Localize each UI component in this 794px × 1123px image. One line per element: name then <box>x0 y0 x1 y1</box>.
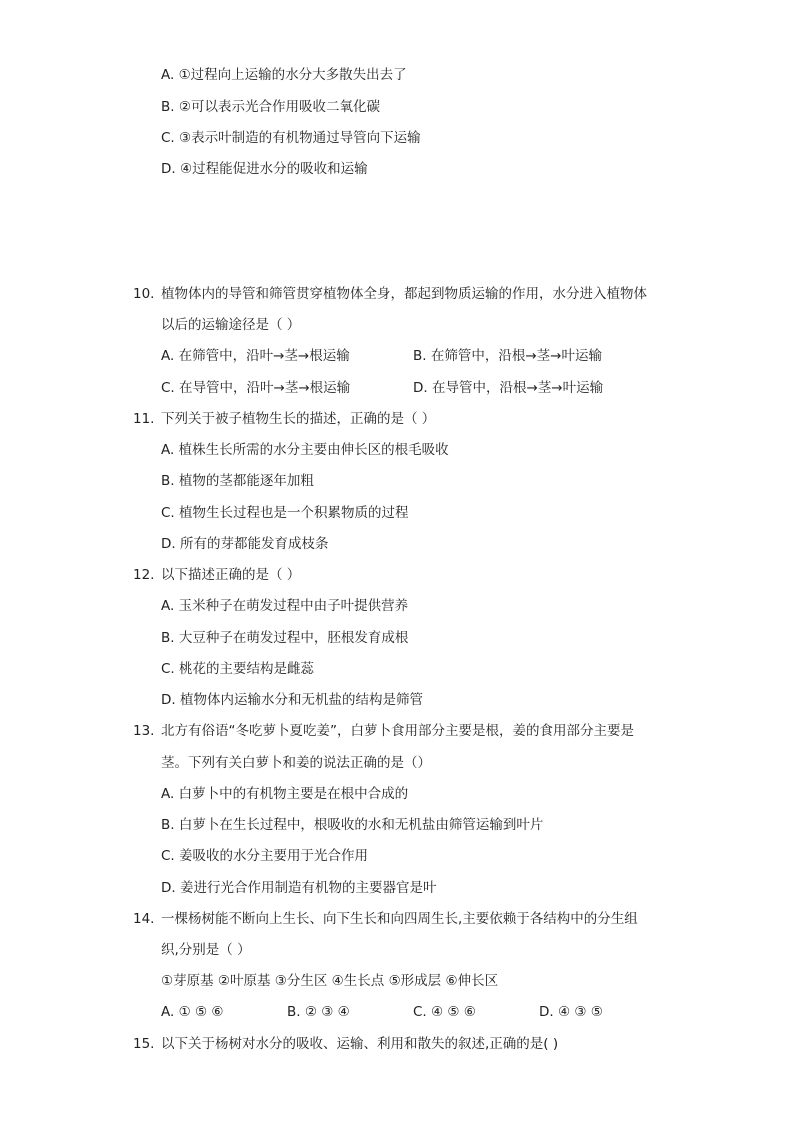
q12-number: 12. <box>133 567 155 583</box>
q15-stem: 以下关于杨树对水分的吸收、运输、利用和散失的叙述,正确的是( ) <box>161 1036 559 1052</box>
q13-stem-line2: 茎。下列有关白萝卜和姜的说法正确的是（） <box>161 755 431 771</box>
q13-stem-line1: 北方有俗语“冬吃萝卜夏吃姜”，白萝卜食用部分主要是根，姜的食用部分主要是 <box>161 723 634 739</box>
q11-option-a: A. 植株生长所需的水分主要由伸长区的根毛吸收 <box>161 442 449 458</box>
q13-number: 13. <box>133 723 155 739</box>
q12-option-c: C. 桃花的主要结构是雌蕊 <box>161 661 315 677</box>
q15-number: 15. <box>133 1036 155 1052</box>
q9-option-d: D. ④过程能促进水分的吸收和运输 <box>161 161 368 177</box>
q10-stem-line1: 植物体内的导管和筛管贯穿植物体全身，都起到物质运输的作用，水分进入植物体 <box>161 286 647 302</box>
q11-stem: 下列关于被子植物生长的描述，正确的是（ ） <box>161 411 436 427</box>
q14-number: 14. <box>133 911 155 927</box>
q10-stem-line2: 以后的运输途径是（ ） <box>161 317 301 333</box>
q10-number: 10. <box>133 286 155 302</box>
q10-option-d: D. 在导管中，沿根→茎→叶运输 <box>413 380 604 396</box>
q12-option-d: D. 植物体内运输水分和无机盐的结构是筛管 <box>161 692 423 708</box>
q14-structure-list: ①芽原基 ②叶原基 ③分生区 ④生长点 ⑤形成层 ⑥伸长区 <box>161 973 499 989</box>
q12-stem: 以下描述正确的是（ ） <box>161 567 301 583</box>
q11-option-d: D. 所有的芽都能发育成枝条 <box>161 536 329 552</box>
q11-option-c: C. 植物生长过程也是一个积累物质的过程 <box>161 505 409 521</box>
q10-option-a: A. 在筛管中，沿叶→茎→根运输 <box>161 348 350 364</box>
q14-stem-line2: 织,分别是（ ） <box>161 942 251 958</box>
q11-number: 11. <box>133 411 155 427</box>
q12-option-b: B. 大豆种子在萌发过程中，胚根发育成根 <box>161 630 409 646</box>
q13-option-c: C. 姜吸收的水分主要用于光合作用 <box>161 848 369 864</box>
q13-option-d: D. 姜进行光合作用制造有机物的主要器官是叶 <box>161 880 437 896</box>
q10-option-c: C. 在导管中，沿叶→茎→根运输 <box>161 380 351 396</box>
q12-option-a: A. 玉米种子在萌发过程中由子叶提供营养 <box>161 598 409 614</box>
q9-option-b: B. ②可以表示光合作用吸收二氧化碳 <box>161 99 380 115</box>
q14-option-a: A. ① ⑤ ⑥ <box>161 1004 224 1020</box>
q13-option-a: A. 白萝卜中的有机物主要是在根中合成的 <box>161 786 409 802</box>
q14-option-d: D. ④ ③ ⑤ <box>539 1004 603 1020</box>
q13-option-b: B. 白萝卜在生长过程中，根吸收的水和无机盐由筛管运输到叶片 <box>161 817 544 833</box>
q9-option-c: C. ③表示叶制造的有机物通过导管向下运输 <box>161 130 421 146</box>
q11-option-b: B. 植物的茎都能逐年加粗 <box>161 473 314 489</box>
q10-option-b: B. 在筛管中，沿根→茎→叶运输 <box>413 348 602 364</box>
q9-option-a: A. ①过程向上运输的水分大多散失出去了 <box>161 67 407 83</box>
q14-option-c: C. ④ ⑤ ⑥ <box>413 1004 476 1020</box>
q14-stem-line1: 一棵杨树能不断向上生长、向下生长和向四周生长,主要依赖于各结构中的分生组 <box>161 911 638 927</box>
q14-option-b: B. ② ③ ④ <box>287 1004 350 1020</box>
